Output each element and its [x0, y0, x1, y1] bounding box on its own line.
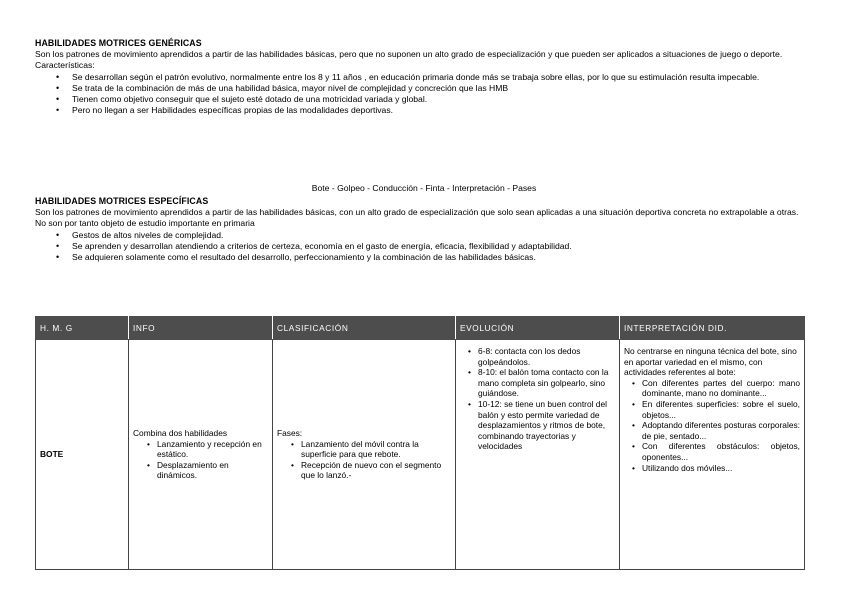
header-hmg: H. M. G: [36, 317, 129, 340]
list-item: • Con diferentes obstáculos: objetos, oponentes...: [632, 441, 800, 462]
skills-line: Bote - Golpeo - Conducción - Finta - Interpretación - Pases: [311, 183, 537, 193]
list-item: • Gestos de altos niveles de complejidad.: [56, 230, 820, 241]
list-item: • Se adquieren solamente como el resultado del desarrollo, perfeccionamiento y la combinación de las habilidades básicas.: [56, 252, 820, 263]
class-bullets: [277, 439, 451, 481]
specific-section: [35, 196, 820, 263]
list-item: • 8-10: el balón toma contacto con la mano completa sin golpearlo, sino guiándose.: [468, 367, 615, 399]
cell-interpretacion: [620, 340, 805, 570]
header-clasificacion: CLASIFICACIÓN: [273, 317, 456, 340]
interp-bullets: [624, 378, 800, 473]
specific-heading: HABILIDADES MOTRICES ESPECÍFICAS: [35, 196, 209, 206]
skills-table: [35, 316, 805, 570]
list-item: • Utilizando dos móviles...: [632, 463, 800, 474]
generic-bullet-list: [35, 72, 820, 117]
generic-section: [35, 38, 820, 116]
info-intro: Combina dos habilidades: [133, 428, 228, 439]
interp-intro: No centrarse en ninguna técnica del bote, sino en aportar variedad en el mismo, con actividades referentes al bote:: [624, 346, 797, 378]
generic-features-label: Características:: [35, 60, 95, 71]
list-item: • 6-8: contacta con los dedos golpeándolos.: [468, 346, 615, 367]
header-evolucion: EVOLUCIÓN: [456, 317, 620, 340]
list-item: • Adoptando diferentes posturas corporales: de pie, sentado...: [632, 420, 800, 441]
table-row: [36, 340, 805, 570]
list-item: • Desplazamiento en dinámicos.: [147, 460, 268, 481]
cell-skill-name: BOTE: [36, 340, 129, 570]
info-bullets: [133, 439, 268, 481]
cell-clasificacion: [273, 340, 456, 570]
specific-note: No son por tanto objeto de estudio importante en primaria: [35, 218, 255, 229]
header-interpretacion: INTERPRETACIÓN DID.: [620, 317, 805, 340]
class-intro: Fases:: [277, 428, 303, 439]
list-item: • Se aprenden y desarrollan atendiendo a criterios de certeza, economía en el gasto de energía, eficacia, flexibilidad y adaptabilidad.: [56, 241, 820, 252]
list-item: • Lanzamiento del móvil contra la superficie para que rebote.: [291, 439, 451, 460]
header-info: INFO: [129, 317, 273, 340]
list-item: • Con diferentes partes del cuerpo: mano dominante, mano no dominante...: [632, 378, 800, 399]
list-item: • Lanzamiento y recepción en estático.: [147, 439, 268, 460]
cell-evolucion: [456, 340, 620, 570]
list-item: • Recepción de nuevo con el segmento que lo lanzó.-: [291, 460, 451, 481]
list-item: • 10-12: se tiene un buen control del balón y esto permite variedad de desplazamientos y ritmos de bote, combinando trayectorias y velocidades: [468, 399, 615, 452]
list-item: • Pero no llegan a ser Habilidades específicas propias de las modalidades deportivas.: [56, 105, 820, 116]
list-item: • Se desarrollan según el patrón evolutivo, normalmente entre los 8 y 11 años , en educación primaria donde más se trabaja sobre ellas, por lo que su estimulación resulta impecable.: [56, 72, 820, 83]
specific-bullet-list: [35, 230, 820, 264]
list-item: • En diferentes superficies: sobre el suelo, objetos...: [632, 399, 800, 420]
list-item: • Se trata de la combinación de más de una habilidad básica, mayor nivel de complejidad y concreción que las HMB: [56, 83, 820, 94]
generic-intro: Son los patrones de movimiento aprendidos a partir de las habilidades básicas, pero que no suponen un alto grado de especialización y que pueden ser aplicados a situaciones de juego o deporte.: [35, 49, 783, 60]
evo-bullets: [460, 346, 615, 452]
cell-info: [129, 340, 273, 570]
specific-intro: Son los patrones de movimiento aprendidos a partir de las habilidades básicas, con un alto grado de especialización que solo sean aplicadas a una situación deportiva concreta no extrapolable a otras.: [35, 207, 799, 218]
list-item: • Tienen como objetivo conseguir que el sujeto esté dotado de una motricidad variada y global.: [56, 94, 820, 105]
generic-heading: HABILIDADES MOTRICES GENÉRICAS: [35, 38, 202, 48]
table-header-row: [36, 317, 805, 340]
